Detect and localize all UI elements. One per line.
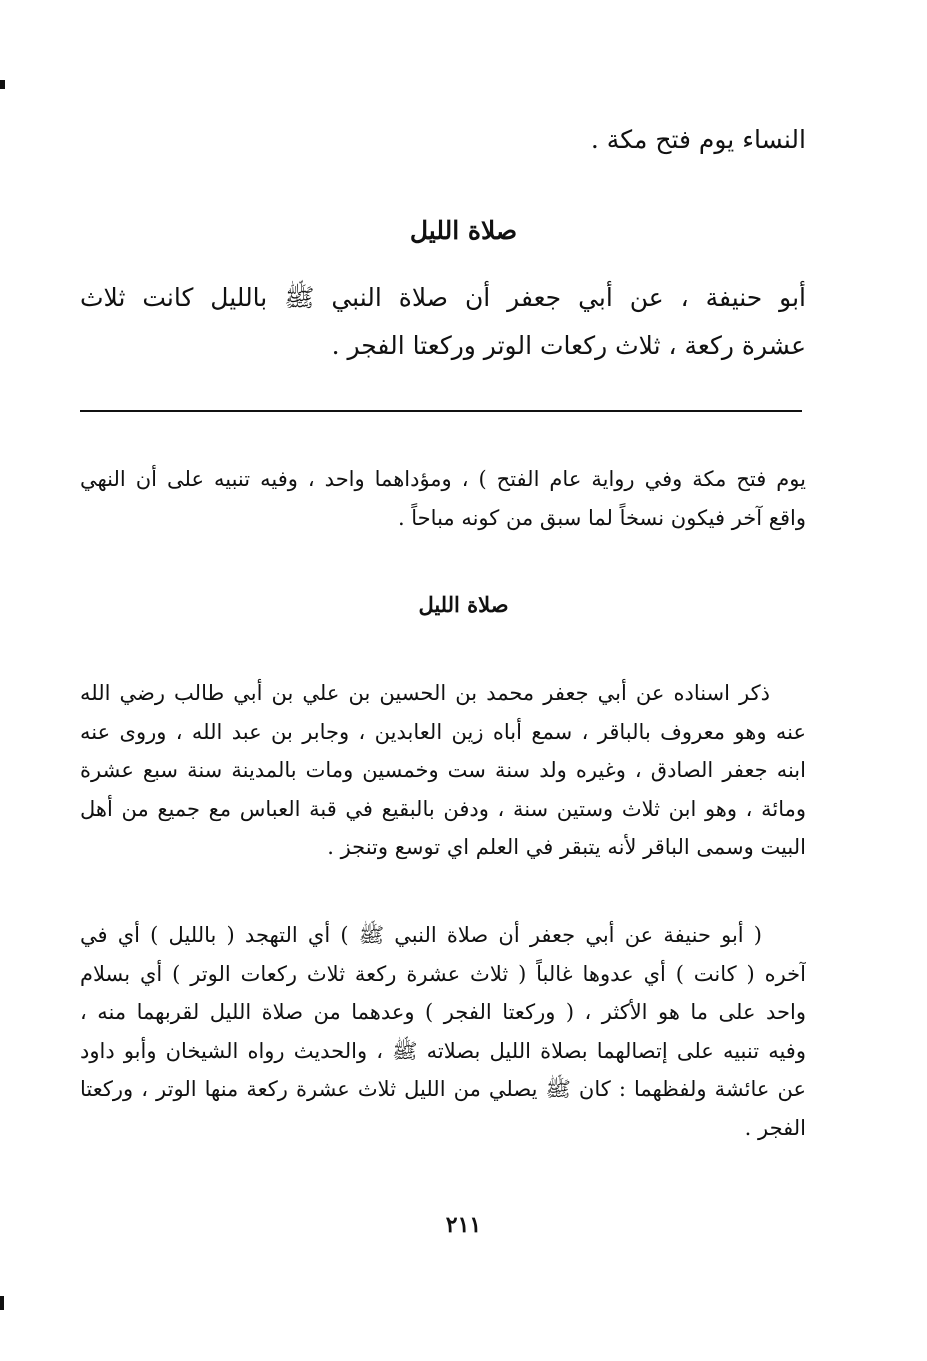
footnote-note [80, 460, 806, 537]
section-heading-commentary: صلاة الليل [418, 592, 509, 617]
commentary-line: ( أبو حنيفة عن أبي جعفر أن صلاة النبي ﷺ ) أي التهجد ( بالليل ) أي في [80, 923, 762, 947]
section-heading-main: صلاة الليل [409, 216, 518, 245]
hadith-line: عشرة ركعة ، ثلاث ركعات الوتر وركعتا الفجر . [331, 331, 806, 360]
commentary-paragraph [80, 916, 806, 1147]
bio-line: عنه وهو معروف بالباقر ، سمع أباه زين العابدين ، وجابر بن عبد الله ، وروى عنه [80, 719, 806, 744]
bio-line: ابنه جعفر الصادق ، وغيره ولد سنة ست وخمسين ومات بالمدينة سنة سبع عشرة [80, 758, 806, 782]
commentary-line: الفجر . [744, 1115, 806, 1140]
footnote-divider [80, 410, 802, 412]
commentary-line: عن عائشة ولفظهما : كان ﷺ يصلي من الليل ثلاث عشرة ركعة منها الوتر ، وركعتا [80, 1077, 806, 1101]
commentary-line: وفيه تنبيه على إتصالهما بصلاة الليل بصلاته ﷺ ، والحديث رواه الشيخان وأبو داود [80, 1038, 806, 1063]
intro-line-text: النساء يوم فتح مكة . [590, 125, 806, 154]
page-number: ٢١١ [445, 1212, 482, 1238]
note-line: يوم فتح مكة وفي رواية عام الفتح ) ، ومؤداهما واحد ، وفيه تنبيه على أن النهي [80, 467, 806, 491]
scan-edge-mark [0, 80, 5, 89]
scan-edge-mark [0, 1296, 4, 1310]
commentary-line: واحد على ما هو الأكثر ، ( وركعتا الفجر ) وعدهما من صلاة الليل لقربهما منه ، [80, 1000, 806, 1024]
hadith-line: أبو حنيفة ، عن أبي جعفر أن صلاة النبي ﷺ بالليل كانت ثلاث [80, 283, 806, 312]
intro-line [80, 116, 806, 164]
note-line: واقع آخر فيكون نسخاً لما سبق من كونه مباحاً . [397, 505, 806, 530]
hadith-text [80, 274, 806, 370]
bio-line: ومائة ، وهو ابن ثلاث وستين سنة ، ودفن بالبقيع في قبة العباس مع جميع من أهل [80, 796, 806, 821]
bio-line: ذكر اسناده عن أبي جعفر محمد بن الحسين بن علي بن أبي طالب رضي الله [80, 681, 770, 705]
bio-line: البيت وسمى الباقر لأنه يتبقر في العلم اي توسع وتنجز . [327, 835, 806, 859]
biography-paragraph [80, 674, 806, 867]
commentary-line: آخره ( كانت ) أي عدوها غالباً ( ثلاث عشرة ركعة ثلاث ركعات الوتر ) أي بسلام [80, 961, 806, 986]
